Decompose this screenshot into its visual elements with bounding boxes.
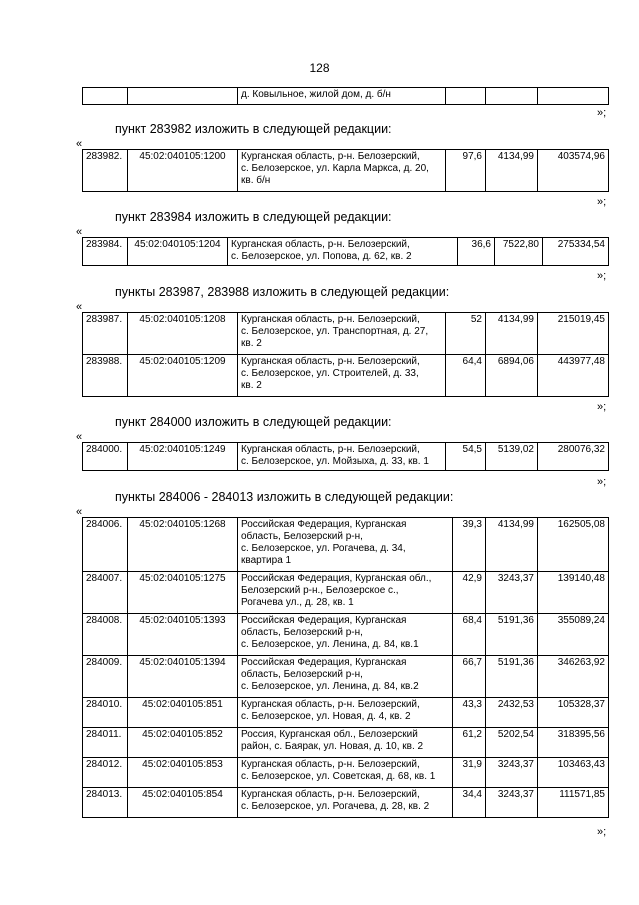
cell-area: 31,9: [453, 758, 486, 788]
table-row: [83, 150, 609, 192]
cell-address: Курганская область, р-н. Белозерский, с. Белозерское, ул. Новая, д. 4, кв. 2: [238, 698, 453, 728]
cell-address: Курганская область, р-н. Белозерский, с. Белозерское, ул. Рогачева, д. 28, кв. 2: [238, 788, 453, 818]
section-intro: пункты 284006 - 284013 изложить в следующей редакции:: [115, 490, 454, 504]
table-row: [83, 518, 609, 572]
cell-address: Российская Федерация, Курганская область, Белозерский р-н, с. Белозерское, ул. Ленина, д. 84, кв.1: [238, 614, 453, 656]
cell-cad: 45:02:040105:1394: [128, 656, 238, 698]
table-row: [83, 355, 609, 397]
cell-area: 68,4: [453, 614, 486, 656]
open-quote: «: [76, 226, 83, 238]
close-quote: »;: [597, 270, 607, 282]
cell-no: 284007.: [83, 572, 128, 614]
cell-price: 6894,06: [486, 355, 538, 397]
cell-area: 43,3: [453, 698, 486, 728]
open-quote: «: [76, 506, 83, 518]
close-quote: »;: [597, 401, 607, 413]
cell-price: 7522,80: [495, 238, 543, 266]
cell-area: 42,9: [453, 572, 486, 614]
cell-price: 4134,99: [486, 150, 538, 192]
cell-address: Курганская область, р-н. Белозерский, с. Белозерское, ул. Транспортная, д. 27, кв. 2: [238, 313, 446, 355]
table-row: [83, 656, 609, 698]
cell-cad: 45:02:040105:1204: [128, 238, 228, 266]
open-quote: «: [76, 431, 83, 443]
close-quote: »;: [597, 196, 607, 208]
cell-area: 52: [446, 313, 486, 355]
section-intro: пункт 283982 изложить в следующей редакции:: [115, 122, 392, 136]
cell-total: 275334,54: [543, 238, 609, 266]
close-quote: »;: [597, 476, 607, 488]
cell-area: 61,2: [453, 728, 486, 758]
cell-address: Россия, Курганская обл., Белозерский район, с. Баярак, ул. Новая, д. 10, кв. 2: [238, 728, 453, 758]
cell-area: 66,7: [453, 656, 486, 698]
table-section-2: [82, 237, 609, 266]
cell-address: Курганская область, р-н. Белозерский, с. Белозерское, ул. Попова, д. 62, кв. 2: [228, 238, 458, 266]
table-continuation: [82, 87, 609, 105]
cell-area: 64,4: [446, 355, 486, 397]
table-section-1: [82, 149, 609, 192]
cell-no: 283982.: [83, 150, 128, 192]
cell-no: 283987.: [83, 313, 128, 355]
cell-total: 162505,08: [538, 518, 609, 572]
cell-total: 403574,96: [538, 150, 609, 192]
cell-cad: 45:02:040105:1208: [128, 313, 238, 355]
cell-total: 111571,85: [538, 788, 609, 818]
cell-area: 39,3: [453, 518, 486, 572]
cell-cad: 45:02:040105:1393: [128, 614, 238, 656]
cell-total: 105328,37: [538, 698, 609, 728]
cell-address: Курганская область, р-н. Белозерский, с. Белозерское, ул. Мойзыха, д. 33, кв. 1: [238, 443, 446, 471]
cell-no: 284000.: [83, 443, 128, 471]
section-intro: пункт 283984 изложить в следующей редакции:: [115, 210, 392, 224]
cell-cad: 45:02:040105:854: [128, 788, 238, 818]
cell-price: 5202,54: [486, 728, 538, 758]
cell-no: [83, 88, 128, 105]
cell-price: 3243,37: [486, 758, 538, 788]
cell-total: [538, 88, 609, 105]
table-section-3: [82, 312, 609, 397]
cell-address: Курганская область, р-н. Белозерский, с. Белозерское, ул. Карла Маркса, д. 20, кв. б/н: [238, 150, 446, 192]
table-row: [83, 614, 609, 656]
table-row: [83, 88, 609, 105]
cell-cad: 45:02:040105:1268: [128, 518, 238, 572]
cell-no: 284009.: [83, 656, 128, 698]
cell-cad: [128, 88, 238, 105]
cell-address: Курганская область, р-н. Белозерский, с. Белозерское, ул. Советская, д. 68, кв. 1: [238, 758, 453, 788]
cell-total: 443977,48: [538, 355, 609, 397]
cell-price: 5191,36: [486, 656, 538, 698]
section-intro: пункты 283987, 283988 изложить в следующей редакции:: [115, 285, 450, 299]
close-quote: »;: [597, 826, 607, 838]
table-row: [83, 443, 609, 471]
cell-cad: 45:02:040105:1249: [128, 443, 238, 471]
table-section-5: [82, 517, 609, 818]
cell-cad: 45:02:040105:852: [128, 728, 238, 758]
cell-price: 3243,37: [486, 572, 538, 614]
cell-no: 284012.: [83, 758, 128, 788]
cell-address: Российская Федерация, Курганская область, Белозерский р-н, с. Белозерское, ул. Рогачева, д. 34, квартира 1: [238, 518, 453, 572]
cell-area: 97,6: [446, 150, 486, 192]
cell-price: 3243,37: [486, 788, 538, 818]
cell-area: [446, 88, 486, 105]
cell-address: Российская Федерация, Курганская обл., Белозерский р-н., Белозерское с., Рогачева ул., д. 28, кв. 1: [238, 572, 453, 614]
table-row: [83, 572, 609, 614]
table-row: [83, 728, 609, 758]
cell-cad: 45:02:040105:1200: [128, 150, 238, 192]
cell-cad: 45:02:040105:851: [128, 698, 238, 728]
cell-price: 5139,02: [486, 443, 538, 471]
cell-price: 5191,36: [486, 614, 538, 656]
cell-address: Российская Федерация, Курганская область, Белозерский р-н, с. Белозерское, ул. Ленина, д. 84, кв.2: [238, 656, 453, 698]
open-quote: «: [76, 301, 83, 313]
cell-no: 284013.: [83, 788, 128, 818]
table-row: [83, 758, 609, 788]
cell-price: 2432,53: [486, 698, 538, 728]
table-row: [83, 698, 609, 728]
cell-total: 103463,43: [538, 758, 609, 788]
cell-total: 346263,92: [538, 656, 609, 698]
cell-total: 139140,48: [538, 572, 609, 614]
open-quote: «: [76, 138, 83, 150]
cell-price: 4134,99: [486, 313, 538, 355]
cell-price: [486, 88, 538, 105]
cell-area: 34,4: [453, 788, 486, 818]
cell-area: 36,6: [458, 238, 495, 266]
cell-no: 284008.: [83, 614, 128, 656]
cell-total: 355089,24: [538, 614, 609, 656]
cell-address: д. Ковыльное, жилой дом, д. б/н: [238, 88, 446, 105]
cell-cad: 45:02:040105:1275: [128, 572, 238, 614]
cell-area: 54,5: [446, 443, 486, 471]
cell-cad: 45:02:040105:1209: [128, 355, 238, 397]
cell-total: 280076,32: [538, 443, 609, 471]
table-row: [83, 788, 609, 818]
cell-price: 4134,99: [486, 518, 538, 572]
table-section-4: [82, 442, 609, 471]
cell-total: 215019,45: [538, 313, 609, 355]
table-row: [83, 313, 609, 355]
cell-no: 283988.: [83, 355, 128, 397]
page-number: 128: [309, 61, 330, 75]
cell-total: 318395,56: [538, 728, 609, 758]
section-intro: пункт 284000 изложить в следующей редакции:: [115, 415, 392, 429]
cell-no: 284010.: [83, 698, 128, 728]
close-quote: »;: [597, 107, 607, 119]
cell-cad: 45:02:040105:853: [128, 758, 238, 788]
cell-no: 284011.: [83, 728, 128, 758]
table-row: [83, 238, 609, 266]
cell-no: 284006.: [83, 518, 128, 572]
cell-no: 283984.: [83, 238, 128, 266]
cell-address: Курганская область, р-н. Белозерский, с. Белозерское, ул. Строителей, д. 33, кв. 2: [238, 355, 446, 397]
